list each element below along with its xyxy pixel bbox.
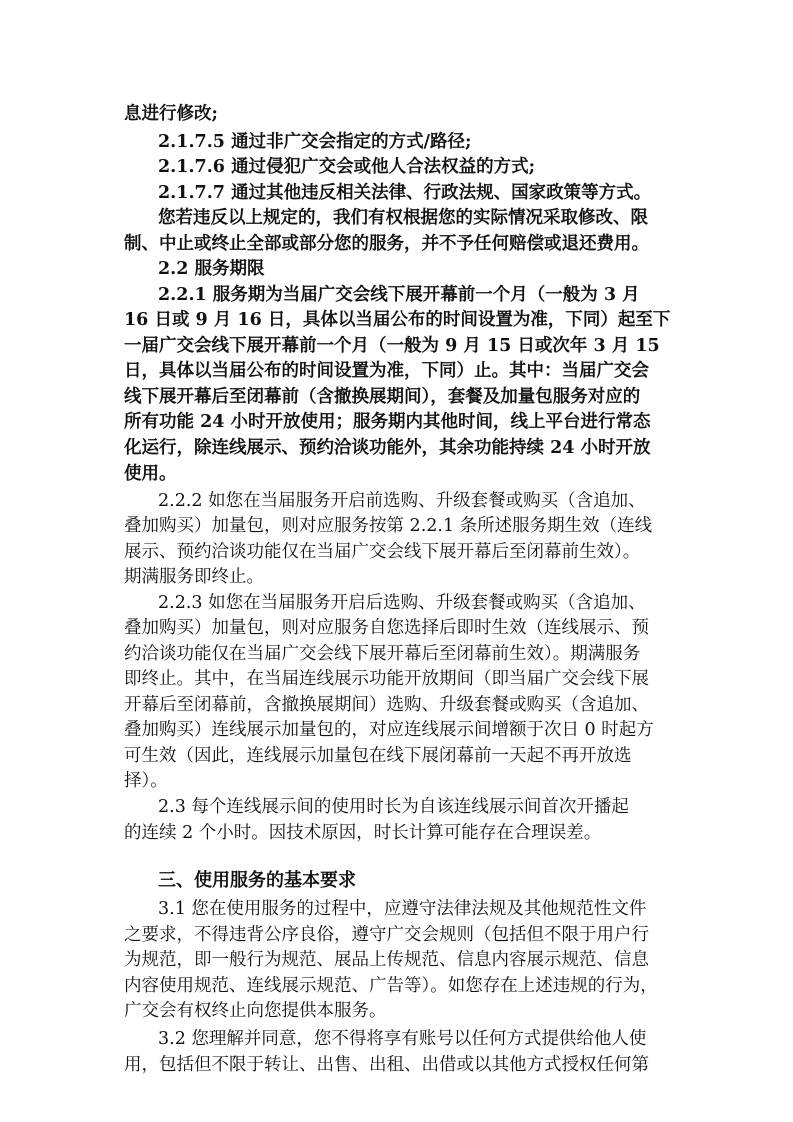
- text-line: 日，具体以当届公布的时间设置为准，下同）止。其中：当届广交会: [124, 361, 649, 381]
- section-heading: 2.2 服务期限: [158, 259, 265, 279]
- text-line: 息进行修改;: [124, 104, 218, 124]
- text-line: 您若违反以上规定的，我们有权根据您的实际情况采取修改、限: [158, 208, 648, 228]
- text-line: 期满服务即终止。: [124, 567, 264, 587]
- text-line: 2.3 每个连线展示间的使用时长为自该连线展示间首次开播起: [158, 797, 629, 817]
- text-line: 所有功能 24 小时开放使用；服务期内其他时间，线上平台进行常态: [124, 412, 651, 432]
- text-line: 内容使用规范、连线展示规范、广告等）。如您存在上述违规的行为，: [124, 976, 658, 996]
- text-line: 2.2.3 如您在当届服务开启后选购、升级套餐或购买（含追加、: [158, 593, 646, 613]
- text-line: 2.1.7.5 通过非广交会指定的方式/路径;: [158, 132, 472, 152]
- text-line: 叠加购买）加量包，则对应服务按第 2.2.1 条所述服务期生效（连线: [124, 516, 653, 536]
- text-line: 16 日或 9 月 16 日，具体以当届公布的时间设置为准，下同）起至下: [124, 310, 671, 330]
- text-line: 为规范，即一般行为规范、展品上传规范、信息内容展示规范、信息: [124, 950, 649, 970]
- text-line: 化运行，除连线展示、预约洽谈功能外，其余功能持续 24 小时开放: [124, 438, 651, 458]
- text-line: 叠加购买）加量包，则对应服务自您选择后即时生效（连线展示、预: [124, 618, 649, 638]
- text-line: 之要求，不得违背公序良俗，遵守广交会规则（包括但不限于用户行: [124, 925, 649, 945]
- text-line: 制、中止或终止全部或部分您的服务，并不予任何赔偿或退还费用。: [124, 234, 649, 254]
- text-line: 2.1.7.7 通过其他违反相关法律、行政法规、国家政策等方式。: [158, 183, 652, 203]
- text-line: 的连续 2 个小时。因技术原因，时长计算可能存在合理误差。: [124, 823, 602, 843]
- text-line: 广交会有权终止向您提供本服务。: [124, 1001, 387, 1021]
- text-line: 择）。: [124, 771, 168, 791]
- text-line: 开幕后至闭幕前，含撤换展期间）选购、升级套餐或购买（含追加、: [124, 695, 649, 715]
- text-line: 用，包括但不限于转让、出售、出租、出借或以其他方式授权任何第: [124, 1055, 649, 1075]
- text-line: 叠加购买）连线展示加量包的，对应连线展示间增额于次日 0 时起方: [124, 720, 654, 740]
- text-line: 约洽谈功能仅在当届广交会线下展开幕后至闭幕前生效）。期满服务: [124, 644, 641, 664]
- chapter-heading: 三、使用服务的基本要求: [158, 870, 356, 891]
- text-line: 使用。: [124, 464, 177, 484]
- text-line: 一届广交会线下展开幕前一个月（一般为 9 月 15 日或次年 3 月 15: [124, 336, 660, 356]
- text-line: 即终止。其中，在当届连线展示功能开放期间（即当届广交会线下展: [124, 669, 649, 689]
- text-line: 展示、预约洽谈功能仅在当届广交会线下展开幕后至闭幕前生效）。: [124, 542, 641, 562]
- text-line: 3.1 您在使用服务的过程中，应遵守法律法规及其他规范性文件: [158, 899, 647, 919]
- text-line: 2.2.2 如您在当届服务开启前选购、升级套餐或购买（含追加、: [158, 491, 646, 511]
- text-line: 2.2.1 服务期为当届广交会线下展开幕前一个月（一般为 3 月: [158, 285, 640, 305]
- text-line: 可生效（因此，连线展示加量包在线下展闭幕前一天起不再开放选: [124, 746, 632, 766]
- text-line: 线下展开幕后至闭幕前（含撤换展期间），套餐及加量包服务对应的: [124, 387, 641, 407]
- text-line: 2.1.7.6 通过侵犯广交会或他人合法权益的方式;: [158, 157, 536, 177]
- text-line: 3.2 您理解并同意，您不得将享有账号以任何方式提供给他人使: [158, 1029, 647, 1049]
